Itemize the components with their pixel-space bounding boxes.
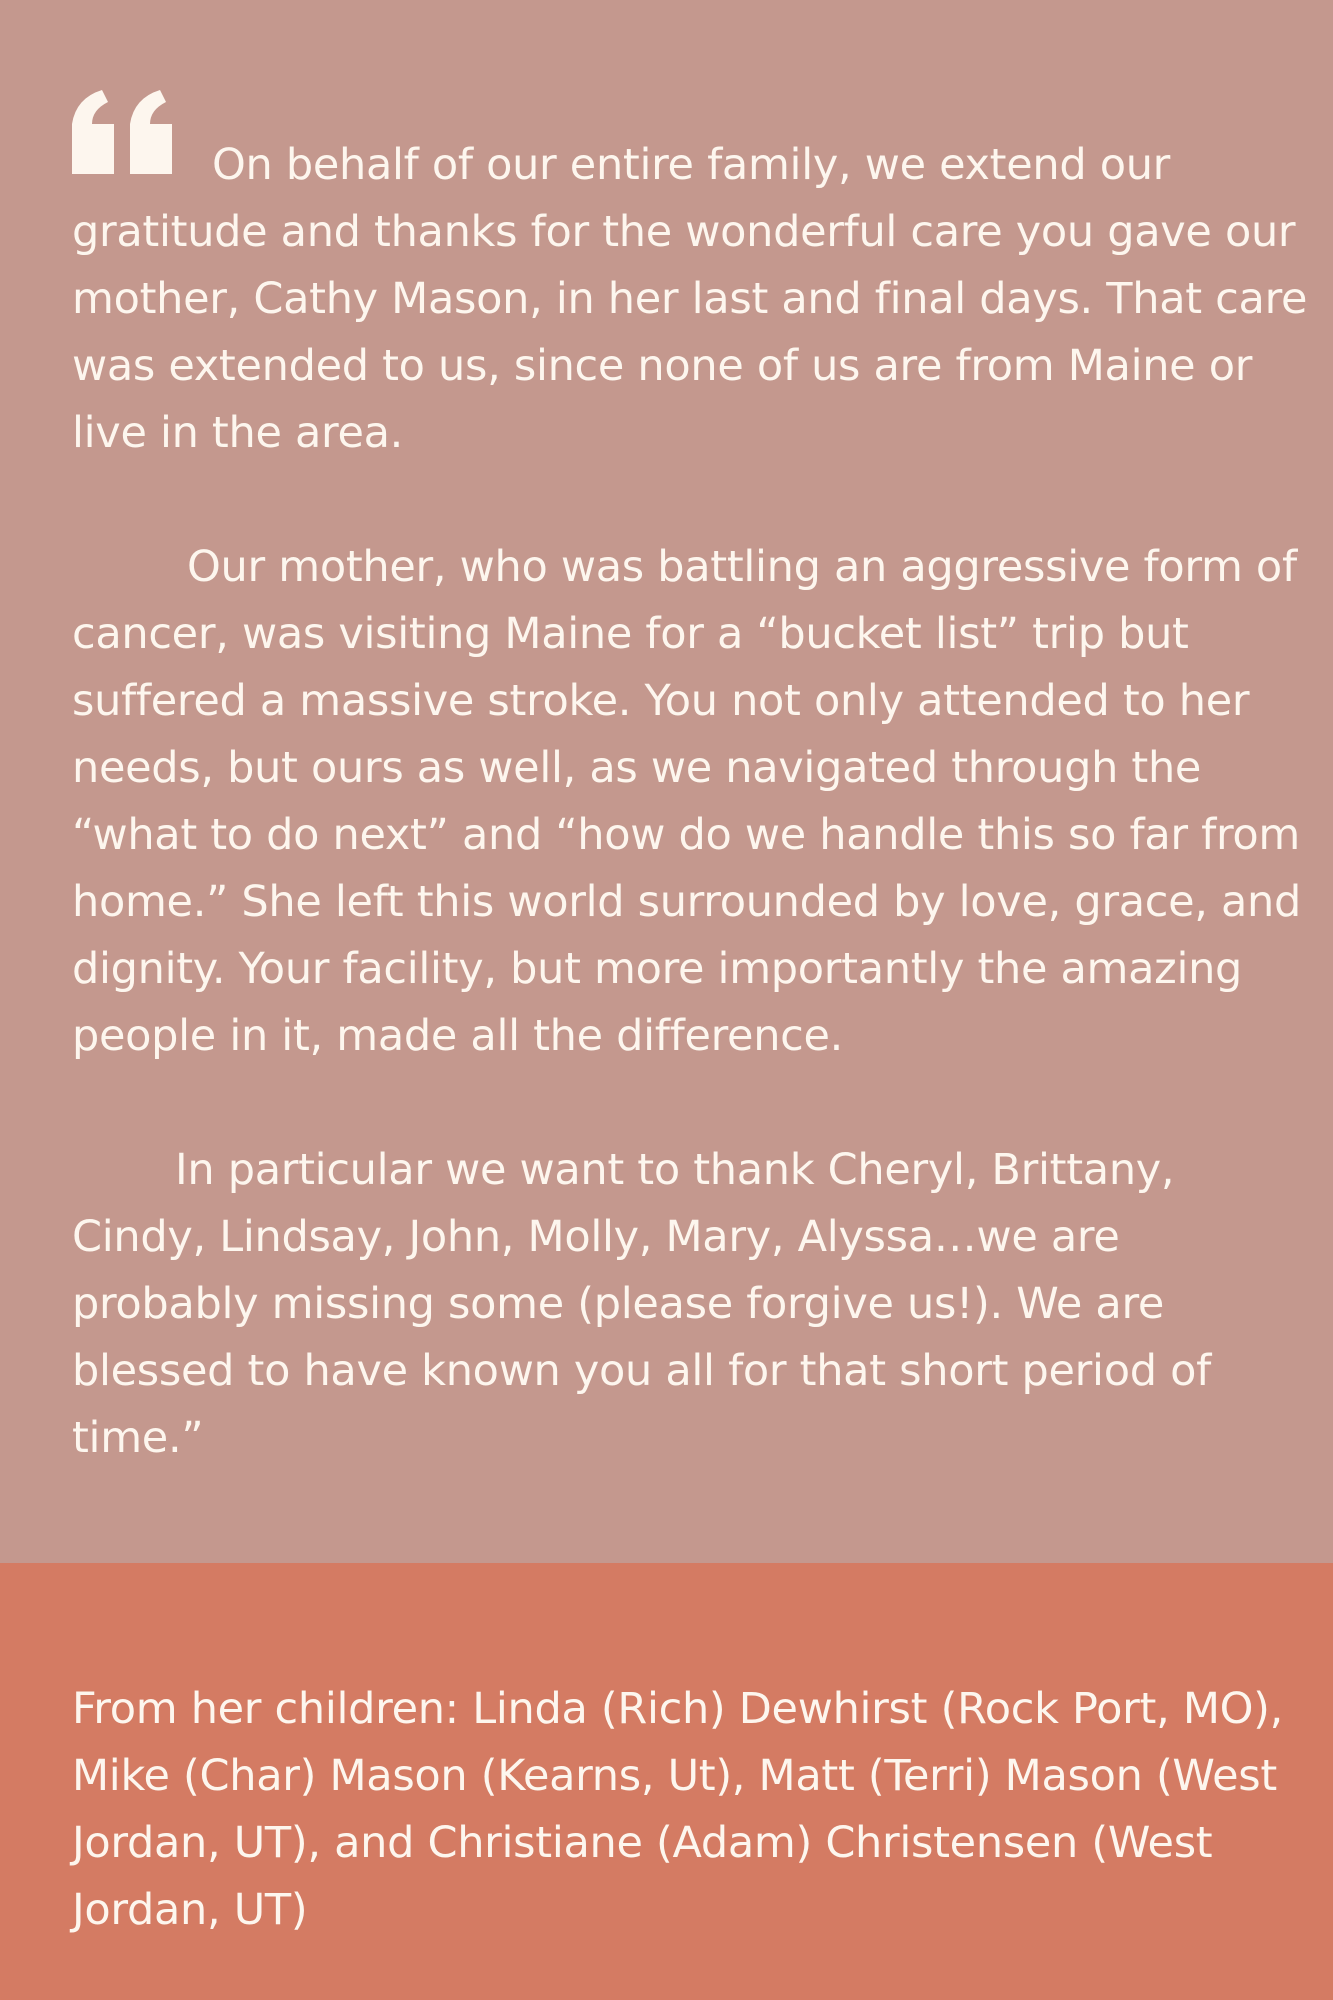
quote-paragraph: On behalf of our entire family, we extend our gratitude and thanks for the wonderful care you gave our mother, Cathy Mason, in her last and final days. That care was extended to us, since none of us are from Maine or live in the area. (72, 140, 1308, 458)
quote-paragraph: Our mother, who was battling an aggressive form of cancer, was visiting Maine for a “bucket list” trip but suffered a massive stroke. You not only attended to her needs, but ours as well, as we navigated through the “what to do next” and “how do we handle this so far from home.” She left this world surrounded by love, grace, and dignity. Your facility, but more importantly the amazing people in it, made all the difference. (72, 542, 1301, 1061)
testimonial-quote-text (72, 132, 1312, 1472)
quote-paragraph: In particular we want to thank Cheryl, Brittany, Cindy, Lindsay, John, Molly, Mary, Alyssa…we are probably missing some (please forgive us!). We are blessed to have known you all for that short period of time.” (72, 1145, 1211, 1463)
attribution-text: From her children: Linda (Rich) Dewhirst (Rock Port, MO), Mike (Char) Mason (Kearns, Ut), Matt (Terri) Mason (West Jordan, UT), and Christiane (Adam) Christensen (West Jordan, UT) (72, 1684, 1284, 1935)
